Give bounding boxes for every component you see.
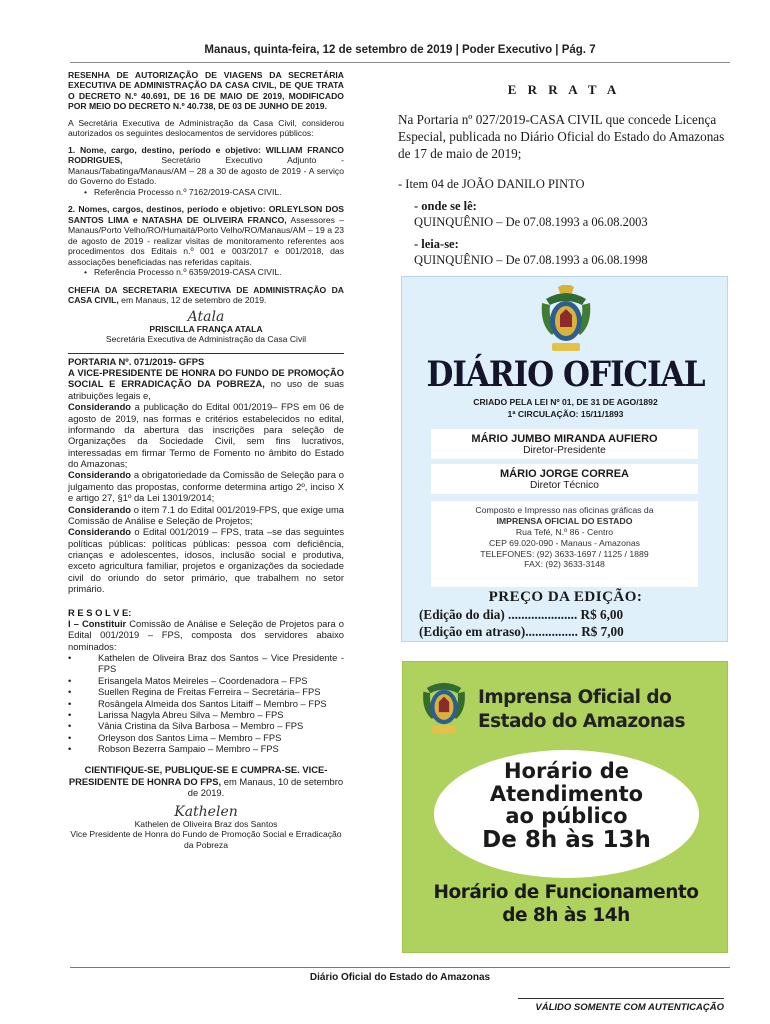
signature-2 — [68, 805, 344, 850]
diario-title: DIÁRIO OFICIAL — [426, 354, 705, 396]
header-rule — [70, 62, 730, 63]
price-title: PREÇO DA EDIÇÃO: — [488, 589, 643, 605]
list-item: • Orleyson dos Santos Lima – Membro – FPS — [68, 731, 282, 743]
resolve-section — [68, 607, 344, 850]
validation-note: VÁLIDO SOMENTE COM AUTENTICAÇÃO — [535, 1002, 724, 1013]
portaria-title: PORTARIA Nº. 071/2019- GFPS — [68, 355, 205, 367]
resenha-title: RESENHA DE AUTORIZAÇÃO DE VIAGENS DA SECRETÁRIA EXECUTIVA DE ADMINISTRAÇÃO DA CASA CIVIL, DE QUE TRATA O DECRETO N.º 40.691, DE 16 DE MAIO DE 2019, MODIFICADO POR MEIO DO DECRETO N.º 40.738, DE 03 DE JUNHO DE 2019. — [68, 70, 344, 112]
list-item: • Rosângela Almeida dos Santos Litaiff – Membro – FPS — [68, 697, 327, 709]
errata-title: E R R A T A — [507, 82, 621, 97]
imprensa-title: Imprensa Oficial do Estado do Amazonas — [478, 687, 685, 733]
reference-2: • Referência Processo n.º 6359/2019-CASA CIVIL. — [68, 267, 344, 277]
errata-leia: - leia-se: QUINQUÊNIO – De 07.08.1993 a 06.08.1998 — [414, 237, 648, 268]
cientifique-line: CIENTIFIQUE-SE, PUBLIQUE-SE E CUMPRA-SE. VICE-PRESIDENTE DE HONRA DO FPS, em Manaus, 10 de setembro de 2019. — [68, 764, 344, 799]
resolve-title: R E S O L V E: — [68, 606, 132, 618]
travel-item-1: 1. Nome, cargo, destino, período e objetivo: WILLIAM FRANCO RODRIGUES, Secretário Executivo Adjunto - Manaus/Tabatinga/Manaus/AM – 28 a 30 de agosto de 2019 - A serviço do Governo do Estado. • Referência Processo n.º 7162/2019-CASA CIVIL. — [68, 145, 344, 197]
list-item: • Larissa Nagyla Abreu Silva – Membro – FPS — [68, 708, 284, 720]
considerando-3: Considerando o item 7.1 do Edital 001/2019-FPS, que exige uma Comissão de Análise e Seleção de Projetos; — [68, 503, 345, 526]
amazonas-coat-of-arms-icon — [419, 676, 469, 738]
signature-2-role: Vice Presidente de Honra do Fundo de Promoção Social e Erradicação da Pobreza — [70, 829, 342, 850]
considerando-4: Considerando o Edital 001/2019 – FPS, trata –se das seguintes políticas públicas: políticas públicas: pessoa com deficiência, crianças e adolescentes, idosos, inclusão social e produtiva, exceto agricultura familiar, projetos e organizações da sociedade civil do oriundo do setor primário, que trabalhem no setor primário. — [68, 526, 345, 595]
list-item: • Vânia Cristina da Silva Barbosa – Membro – FPS — [68, 720, 304, 732]
page-header: Manaus, quinta-feira, 12 de setembro de 2019 | Poder Executivo | Pág. 7 — [204, 44, 596, 56]
price-section — [402, 589, 729, 640]
errata-text: Na Portaria nº 027/2019-CASA CIVIL que concede Licença Especial, publicada no Diário Oficial do Estado do Amazonas de 17 de maio de 2019; — [398, 112, 725, 161]
signature-1-scrawl: Atala — [187, 308, 225, 325]
reference-1: • Referência Processo n.º 7162/2019-CASA CIVIL. — [68, 187, 344, 197]
signature-1-role: Secretária Executiva de Administração da Casa Civil — [105, 334, 307, 345]
list-item: • Kathelen de Oliveira Braz dos Santos – Vice Presidente - FPS — [68, 652, 344, 675]
portaria-section — [68, 356, 344, 595]
portaria-head: A VICE-PRESIDENTE DE HONRA DO FUNDO DE PROMOÇÃO SOCIAL E ERRADICAÇÃO DA POBREZA, no uso de suas atribuições legais e, — [68, 367, 344, 401]
diario-created: CRIADO PELA LEI Nº 01, DE 31 DE AGO/1892 — [473, 397, 658, 407]
diario-circulation: 1ª CIRCULAÇÃO: 15/11/1893 — [507, 409, 624, 419]
travel-item-2: 2. Nomes, cargos, destinos, período e objetivo: ORLEYLSON DOS SANTOS LIMA e NATASHA DE OLIVEIRA FRANCO, Assessores – Manaus/Porto Velho/RO/Humaitá/Porto Velho/RO/Manaus/AM – 19 a 23 de agosto de 2019 - realizar visitas de monitoramento referentes aos procedimentos dos Editais n.º 001 e 003/2017 e 001/2018, das associações beneficiadas nas referidas capitais. • Referência Processo n.º 6359/2019-CASA CIVIL. — [68, 204, 344, 277]
imprensa-hours-box — [402, 661, 728, 953]
price-late: (Edição em atraso)................ R$ 7,00 — [419, 624, 624, 639]
section-divider — [68, 353, 344, 354]
errata-item: - Item 04 de JOÃO DANILO PINTO — [398, 176, 585, 191]
chefia-line: CHEFIA DA SECRETARIA EXECUTIVA DE ADMINISTRAÇÃO DA CASA CIVIL, em Manaus, 12 de setembro de 2019. — [68, 284, 344, 306]
diario-oficial-box — [401, 276, 728, 642]
signature-1 — [68, 310, 344, 345]
signature-2-name: Kathelen de Oliveira Braz dos Santos — [134, 818, 278, 829]
resolve-text: I – Constituir Comissão de Análise e Seleção de Projetos para o Edital 001/2019 – FPS, composta dos servidores abaixo nominados: — [68, 617, 344, 652]
attendance-hours: Horário de Atendimento ao público De 8h às 13h — [482, 759, 651, 854]
footer-rule — [70, 967, 730, 968]
signature-1-name: PRISCILLA FRANÇA ATALA — [149, 323, 263, 334]
member-list — [68, 652, 344, 754]
validation-rule — [518, 998, 724, 999]
resenha-intro: A Secretária Executiva de Administração da Casa Civil, considerou autorizados os seguintes deslocamentos de servidores públicos: — [68, 117, 344, 139]
list-item: • Suellen Regina de Freitas Ferreira – Secretária– FPS — [68, 686, 321, 698]
printing-info-box: Composto e Impresso nas oficinas gráficas da IMPRENSA OFICIAL DO ESTADO Rua Tefé, N.º 86 - Centro CEP 69.020-090 - Manaus - Amazonas TELEFONES: (92) 3633-1697 / 1125 / 1889 FAX: (92) 3633-3148 — [431, 501, 698, 587]
signature-2-scrawl: Kathelen — [174, 803, 238, 820]
amazonas-coat-of-arms-icon — [538, 285, 594, 357]
technical-director-box: MÁRIO JORGE CORREA Diretor Técnico — [431, 464, 698, 494]
considerando-1: Considerando a publicação do Edital 001/2019– FPS em 06 de agosto de 2019, nas formas e critérios estabelecidos no edital, informando da abertura das inscrições para seleção de Organizações da Sociedade Civil, sem fins lucrativos, interessadas em firmar Termo de Fomento no âmbito do Estado do Amazonas; — [68, 401, 344, 470]
errata-onde: - onde se lê: QUINQUÊNIO – De 07.08.1993 a 06.08.2003 — [414, 198, 648, 229]
price-day: (Edição do dia) ..................... R$ 6,00 — [419, 607, 624, 622]
errata-section — [398, 70, 730, 269]
list-item: • Erisangela Matos Meireles – Coordenadora – FPS — [68, 674, 308, 686]
page-footer: Diário Oficial do Estado do Amazonas — [309, 972, 491, 983]
considerando-2: Considerando a obrigatoriedade da Comissão de Seleção para o julgamento das propostas, conforme determina artigo 2º, inciso X e artigo 27, §1º da Lei 13019/2014; — [68, 469, 344, 504]
operating-hours: Horário de Funcionamento de 8h às 14h — [433, 882, 699, 926]
director-box: MÁRIO JUMBO MIRANDA AUFIERO Diretor-Presidente — [431, 429, 698, 459]
left-column — [68, 70, 344, 858]
list-item: • Robson Bezerra Sampaio – Membro – FPS — [68, 743, 279, 755]
